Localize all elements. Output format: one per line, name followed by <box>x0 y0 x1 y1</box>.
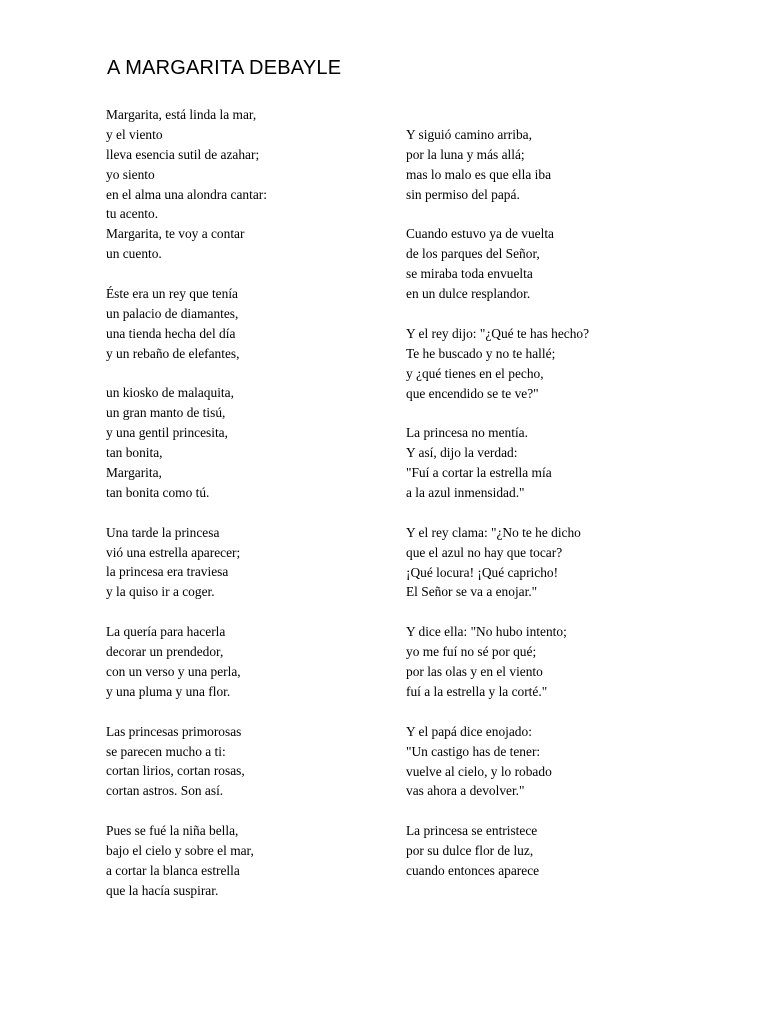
poem-stanza <box>106 284 267 364</box>
poem-line: se parecen mucho a ti: <box>106 743 226 759</box>
poem-line: y la quiso ir a coger. <box>106 584 215 600</box>
poem-line: bajo el cielo y sobre el mar, <box>106 842 254 858</box>
poem-line: Margarita, <box>106 465 162 481</box>
poem-line: yo siento <box>106 166 155 182</box>
poem-stanza <box>106 722 267 802</box>
poem-line: por las olas y en el viento <box>406 664 543 680</box>
poem-line: sin permiso del papá. <box>406 186 520 202</box>
poem-right-column <box>406 125 589 881</box>
poem-line: Cuando estuvo ya de vuelta <box>406 226 555 242</box>
poem-line: cortan lirios, cortan rosas, <box>106 763 245 779</box>
poem-stanza <box>406 523 589 603</box>
poem-line: La princesa se entristece <box>406 823 538 839</box>
poem-stanza <box>106 383 267 502</box>
poem-line: que encendido se te ve?" <box>406 385 539 401</box>
poem-line: que la hacía suspirar. <box>106 882 219 898</box>
poem-line: por su dulce flor de luz, <box>406 843 534 859</box>
poem-line: yo me fuí no sé por qué; <box>406 644 537 660</box>
poem-title: A MARGARITA DEBAYLE <box>107 57 342 79</box>
poem-stanza <box>106 105 267 264</box>
poem-stanza <box>106 622 267 702</box>
poem-stanza <box>406 622 589 702</box>
poem-line: Te he buscado y no te hallé; <box>406 345 556 361</box>
poem-line: cortan astros. Son así. <box>106 783 224 799</box>
poem-left-column <box>106 105 267 901</box>
poem-line: La princesa no mentía. <box>406 425 528 441</box>
poem-line: mas lo malo es que ella iba <box>406 166 552 182</box>
poem-line: El Señor se va a enojar." <box>406 584 538 600</box>
poem-line: que el azul no hay que tocar? <box>406 544 563 560</box>
poem-line: Una tarde la princesa <box>106 524 220 540</box>
poem-line: y una gentil princesita, <box>106 425 228 441</box>
poem-line: vas ahora a devolver." <box>406 783 525 799</box>
poem-line: Y así, dijo la verdad: <box>406 445 518 461</box>
poem-line: Y el rey clama: "¿No te he dicho <box>406 524 581 540</box>
poem-line: Pues se fué la niña bella, <box>106 823 239 839</box>
poem-line: a la azul inmensidad." <box>406 485 525 501</box>
poem-line: lleva esencia sutil de azahar; <box>106 146 260 162</box>
poem-line: tan bonita como tú. <box>106 484 210 500</box>
poem-line: un cuento. <box>106 246 162 262</box>
poem-line: la princesa era traviesa <box>106 564 229 580</box>
poem-line: Y siguió camino arriba, <box>406 127 532 142</box>
poem-line: a cortar la blanca estrella <box>106 862 240 878</box>
poem-line: en un dulce resplandor. <box>406 286 531 302</box>
poem-stanza <box>406 821 589 881</box>
poem-stanza <box>406 722 589 802</box>
poem-stanza <box>406 224 589 304</box>
poem-line: un palacio de diamantes, <box>106 305 239 321</box>
poem-line: se miraba toda envuelta <box>406 266 533 282</box>
poem-line: y ¿qué tienes en el pecho, <box>406 365 544 381</box>
poem-line: cuando entonces aparece <box>406 862 540 878</box>
poem-line: tan bonita, <box>106 445 163 461</box>
poem-line: y el viento <box>106 126 163 142</box>
poem-line: Y el papá dice enojado: <box>406 723 532 739</box>
poem-line: La quería para hacerla <box>106 624 226 640</box>
poem-line: con un verso y una perla, <box>106 663 241 679</box>
poem-stanza <box>106 523 267 603</box>
poem-stanza <box>406 423 589 503</box>
poem-line: por la luna y más allá; <box>406 146 525 162</box>
poem-line: Éste era un rey que tenía <box>106 286 238 302</box>
poem-line: y una pluma y una flor. <box>106 683 231 699</box>
poem-line: vuelve al cielo, y lo robado <box>406 763 552 779</box>
poem-line: un kiosko de malaquita, <box>106 385 234 401</box>
poem-line: un gran manto de tisú, <box>106 405 226 421</box>
poem-line: Margarita, te voy a contar <box>106 226 245 242</box>
poem-stanza <box>406 324 589 404</box>
poem-line: Margarita, está linda la mar, <box>106 107 257 122</box>
poem-line: fuí a la estrella y la corté." <box>406 683 548 699</box>
poem-stanza <box>406 125 589 205</box>
poem-line: decorar un prendedor, <box>106 644 224 660</box>
poem-line: Y dice ella: "No hubo intento; <box>406 624 567 640</box>
poem-line: de los parques del Señor, <box>406 246 540 262</box>
poem-line: "Un castigo has de tener: <box>406 743 541 759</box>
poem-line: y un rebaño de elefantes, <box>106 345 240 361</box>
poem-stanza <box>106 821 267 901</box>
poem-line: Y el rey dijo: "¿Qué te has hecho? <box>406 325 590 341</box>
poem-line: vió una estrella aparecer; <box>106 544 241 560</box>
poem-line: en el alma una alondra cantar: <box>106 186 267 202</box>
poem-line: "Fuí a cortar la estrella mía <box>406 465 552 481</box>
poem-line: una tienda hecha del día <box>106 325 236 341</box>
poem-line: Las princesas primorosas <box>106 723 242 739</box>
poem-line: tu acento. <box>106 206 159 222</box>
poem-line: ¡Qué locura! ¡Qué capricho! <box>406 564 559 580</box>
